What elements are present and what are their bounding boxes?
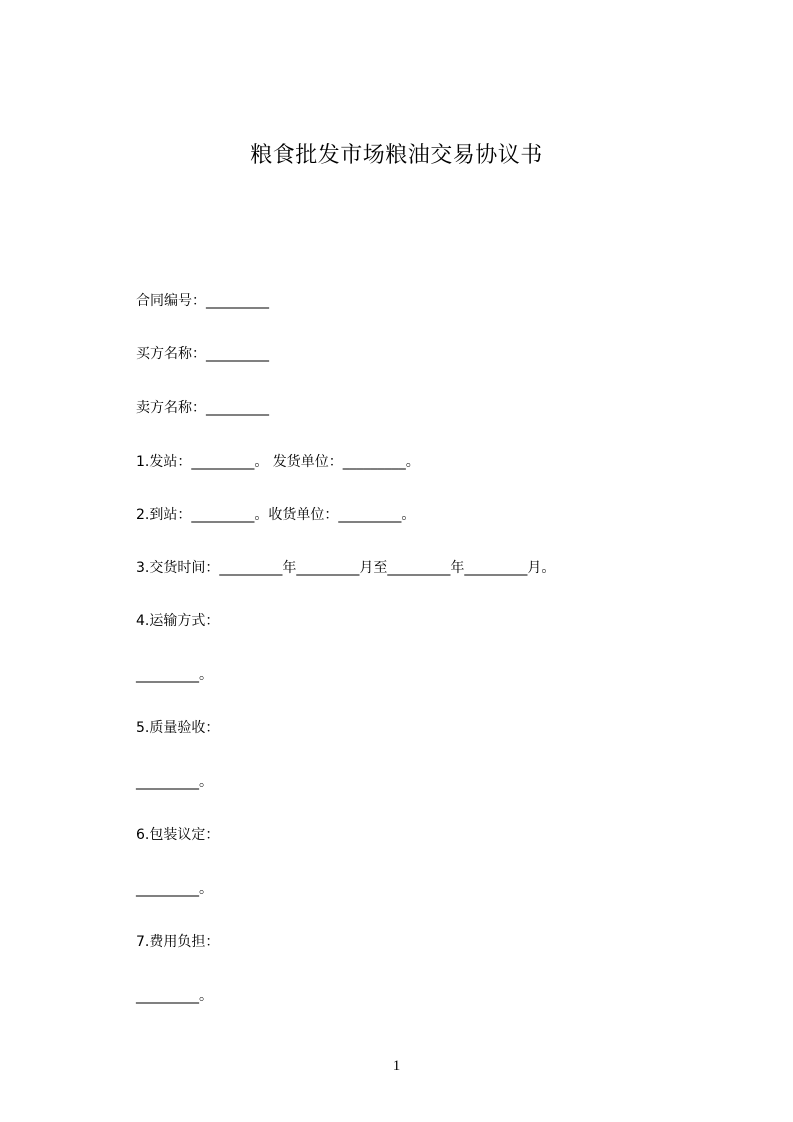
- document-title: 粮食批发市场粮油交易协议书: [250, 143, 543, 168]
- clause-2-arrival-station: 2.到站：_________。收货单位：_________。: [136, 507, 416, 523]
- clause-3-delivery-time: 3.交货时间：_________年_________月至_________年_________月。: [136, 560, 556, 576]
- seller-name-line: 卖方名称：_________: [136, 400, 269, 416]
- clause-6-blank: _________。: [136, 881, 213, 897]
- clause-1-departure-station: 1.发站：_________。 发货单位：_________。: [136, 454, 420, 470]
- buyer-name-line: 买方名称：_________: [136, 346, 269, 362]
- clause-7-heading: 7.费用负担：: [136, 934, 220, 950]
- clause-5-heading: 5.质量验收：: [136, 720, 220, 736]
- page-number: 1: [392, 1058, 401, 1074]
- clause-6-heading: 6.包装议定：: [136, 827, 220, 843]
- clause-4-heading: 4.运输方式：: [136, 613, 220, 629]
- clause-4-blank: _________。: [136, 667, 213, 683]
- clause-7-blank: _________。: [136, 988, 213, 1004]
- clause-5-blank: _________。: [136, 774, 213, 790]
- contract-number-line: 合同编号：_________: [136, 293, 269, 309]
